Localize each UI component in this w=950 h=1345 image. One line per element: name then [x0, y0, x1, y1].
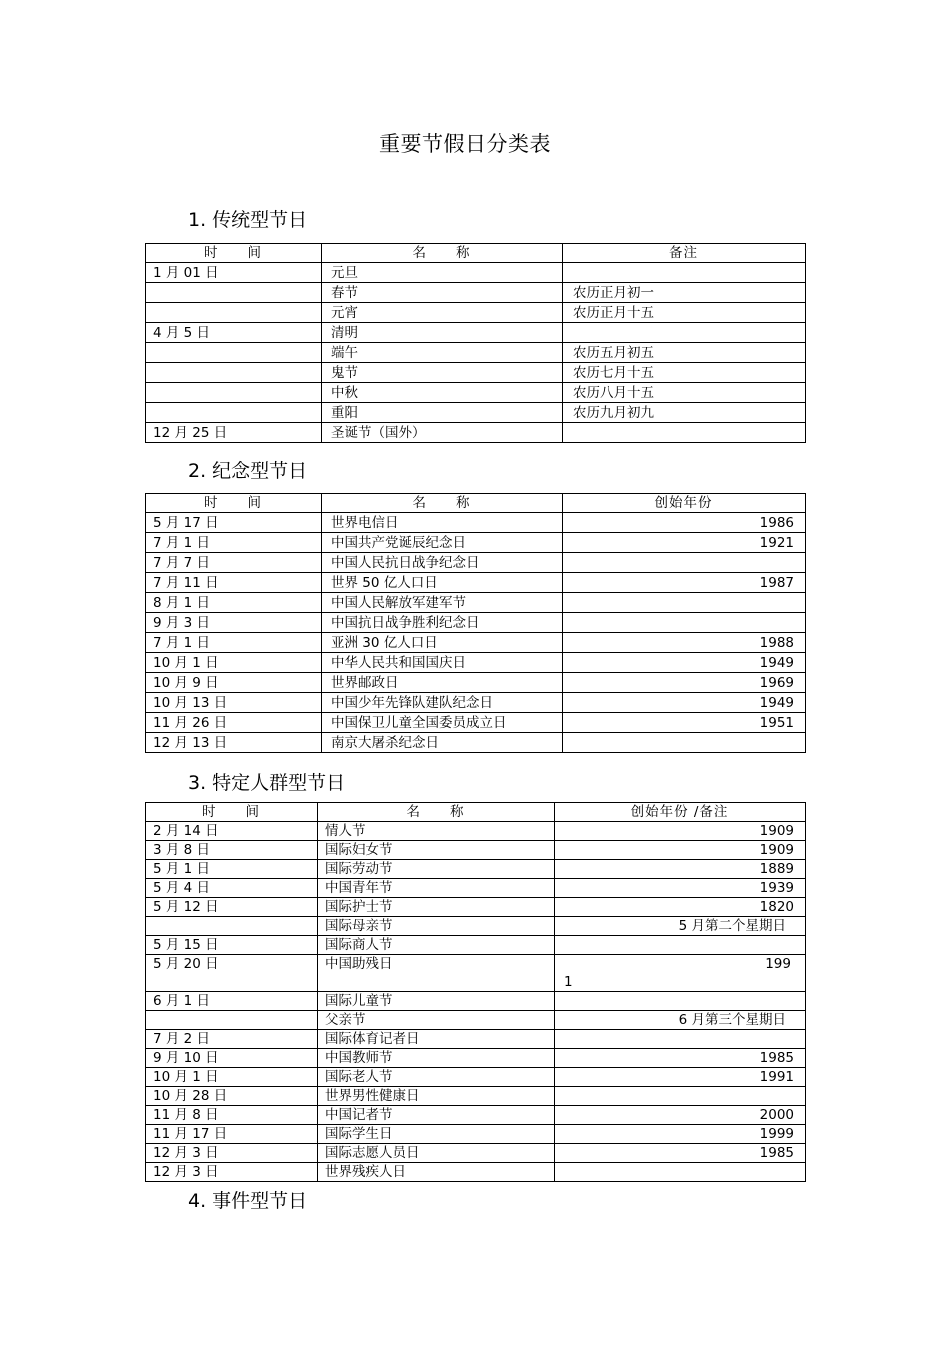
table-row	[146, 1049, 806, 1068]
date-cell: 5 月 12 日	[146, 898, 318, 917]
table-row	[146, 633, 806, 653]
date-cell: 11 月 17 日	[146, 1125, 318, 1144]
table-row	[146, 1144, 806, 1163]
traditional-holidays-table	[145, 243, 806, 443]
specific-groups-holidays-table	[145, 802, 806, 1182]
date-cell: 7 月 11 日	[146, 573, 322, 593]
date-cell	[146, 363, 322, 383]
date-cell: 10 月 1 日	[146, 1068, 318, 1087]
date-cell: 12 月 25 日	[146, 423, 322, 443]
date-cell: 5 月 4 日	[146, 879, 318, 898]
section-number: 2.	[188, 460, 207, 482]
commemorative-holidays-table	[145, 493, 806, 753]
note-cell	[555, 992, 806, 1011]
date-cell: 1 月 01 日	[146, 263, 322, 283]
date-cell: 2 月 14 日	[146, 822, 318, 841]
date-cell: 4 月 5 日	[146, 323, 322, 343]
holiday-name-cell: 中国少年先锋队建队纪念日	[322, 693, 563, 713]
section-heading-specific-groups	[188, 768, 345, 795]
holiday-name-cell: 国际妇女节	[318, 841, 555, 860]
note-cell: 1969	[563, 673, 806, 693]
note-cell	[563, 553, 806, 573]
date-cell: 7 月 1 日	[146, 633, 322, 653]
page-title: 重要节假日分类表	[379, 132, 551, 156]
date-cell: 3 月 8 日	[146, 841, 318, 860]
date-cell	[146, 403, 322, 423]
date-cell: 8 月 1 日	[146, 593, 322, 613]
holiday-name-cell: 中国青年节	[318, 879, 555, 898]
section-heading-events	[188, 1186, 307, 1213]
note-cell: 1986	[563, 513, 806, 533]
header-founded-year-note: 创始年份 /备注	[555, 803, 806, 822]
note-cell: 1951	[563, 713, 806, 733]
holiday-name-cell: 国际志愿人员日	[318, 1144, 555, 1163]
table-row	[146, 283, 806, 303]
table-row	[146, 303, 806, 323]
date-cell: 7 月 2 日	[146, 1030, 318, 1049]
section-title: 特定人群型节日	[212, 772, 346, 794]
table-row	[146, 673, 806, 693]
note-cell	[555, 1163, 806, 1182]
table-row	[146, 423, 806, 443]
table-row	[146, 733, 806, 753]
note-cell: 1949	[563, 653, 806, 673]
note-cell: 1988	[563, 633, 806, 653]
holiday-name-cell: 中华人民共和国国庆日	[322, 653, 563, 673]
table-row	[146, 1163, 806, 1182]
table-row	[146, 936, 806, 955]
note-cell: 1991	[555, 1068, 806, 1087]
date-cell: 9 月 10 日	[146, 1049, 318, 1068]
holiday-name-cell: 中国人民解放军建军节	[322, 593, 563, 613]
note-cell: 农历八月十五	[563, 383, 806, 403]
note-cell: 1921	[563, 533, 806, 553]
holiday-name-cell: 重阳	[322, 403, 563, 423]
note-cell: 1999	[555, 1125, 806, 1144]
section-number: 4.	[188, 1190, 207, 1212]
table-row	[146, 593, 806, 613]
table-row	[146, 1106, 806, 1125]
section-number: 3.	[188, 772, 207, 794]
note-cell: 1985	[555, 1049, 806, 1068]
table-row	[146, 898, 806, 917]
section-title: 纪念型节日	[212, 460, 308, 482]
header-name: 名 称	[322, 494, 563, 513]
table-row	[146, 713, 806, 733]
table-row	[146, 1068, 806, 1087]
header-date: 时 间	[146, 494, 322, 513]
note-cell	[555, 955, 806, 992]
holiday-name-cell: 世界电信日	[322, 513, 563, 533]
table-row	[146, 879, 806, 898]
table-header-row	[146, 244, 806, 263]
table-header-row	[146, 803, 806, 822]
table-row	[146, 533, 806, 553]
note-cell: 5 月第二个星期日	[555, 917, 806, 936]
holiday-name-cell: 国际母亲节	[318, 917, 555, 936]
holiday-name-cell: 清明	[322, 323, 563, 343]
holiday-name-cell: 国际劳动节	[318, 860, 555, 879]
section-heading-traditional	[188, 205, 307, 232]
holiday-name-cell: 春节	[322, 283, 563, 303]
section-heading-commemorative	[188, 456, 307, 483]
note-cell	[555, 936, 806, 955]
holiday-name-cell: 父亲节	[318, 1011, 555, 1030]
holiday-name-cell: 国际学生日	[318, 1125, 555, 1144]
section-title: 事件型节日	[212, 1190, 308, 1212]
note-cell: 农历五月初五	[563, 343, 806, 363]
note-cell: 1949	[563, 693, 806, 713]
table-row	[146, 822, 806, 841]
note-cell	[563, 733, 806, 753]
date-cell: 10 月 13 日	[146, 693, 322, 713]
date-cell	[146, 283, 322, 303]
date-cell: 10 月 28 日	[146, 1087, 318, 1106]
header-founded-year: 创始年份	[563, 494, 806, 513]
date-cell	[146, 303, 322, 323]
note-cell: 6 月第三个星期日	[555, 1011, 806, 1030]
note-cell: 农历正月十五	[563, 303, 806, 323]
table-row	[146, 323, 806, 343]
note-cell	[563, 423, 806, 443]
date-cell	[146, 343, 322, 363]
date-cell: 5 月 17 日	[146, 513, 322, 533]
table-row	[146, 841, 806, 860]
holiday-name-cell: 亚洲 30 亿人口日	[322, 633, 563, 653]
note-cell: 农历正月初一	[563, 283, 806, 303]
date-cell: 11 月 8 日	[146, 1106, 318, 1125]
date-cell: 12 月 3 日	[146, 1144, 318, 1163]
date-cell: 9 月 3 日	[146, 613, 322, 633]
holiday-name-cell: 中秋	[322, 383, 563, 403]
section-title: 传统型节日	[212, 209, 308, 231]
table-row	[146, 1030, 806, 1049]
note-cell	[563, 613, 806, 633]
header-note: 备注	[563, 244, 806, 263]
note-cell	[563, 323, 806, 343]
holiday-name-cell: 国际体育记者日	[318, 1030, 555, 1049]
table-row	[146, 1125, 806, 1144]
date-cell: 10 月 9 日	[146, 673, 322, 693]
date-cell: 10 月 1 日	[146, 653, 322, 673]
table-row	[146, 343, 806, 363]
holiday-name-cell: 世界男性健康日	[318, 1087, 555, 1106]
holiday-name-cell: 中国助残日	[318, 955, 555, 992]
date-cell: 11 月 26 日	[146, 713, 322, 733]
note-cell: 农历七月十五	[563, 363, 806, 383]
date-cell: 5 月 15 日	[146, 936, 318, 955]
table-row	[146, 1011, 806, 1030]
holiday-name-cell: 圣诞节（国外）	[322, 423, 563, 443]
table-row	[146, 403, 806, 423]
holiday-name-cell: 元宵	[322, 303, 563, 323]
table-row	[146, 1087, 806, 1106]
holiday-name-cell: 中国人民抗日战争纪念日	[322, 553, 563, 573]
header-name: 名 称	[322, 244, 563, 263]
date-cell: 7 月 1 日	[146, 533, 322, 553]
date-cell: 6 月 1 日	[146, 992, 318, 1011]
holiday-name-cell: 鬼节	[322, 363, 563, 383]
header-name: 名 称	[318, 803, 555, 822]
holiday-name-cell: 中国教师节	[318, 1049, 555, 1068]
note-text: 199	[765, 956, 791, 972]
table-row	[146, 917, 806, 936]
note-cell	[555, 1087, 806, 1106]
holiday-name-cell: 国际商人节	[318, 936, 555, 955]
table-row	[146, 263, 806, 283]
holiday-name-cell: 中国共产党诞辰纪念日	[322, 533, 563, 553]
table-row	[146, 513, 806, 533]
holiday-name-cell: 南京大屠杀纪念日	[322, 733, 563, 753]
note-cell: 1909	[555, 841, 806, 860]
holiday-name-cell: 中国保卫儿童全国委员成立日	[322, 713, 563, 733]
section-number: 1.	[188, 209, 207, 231]
holiday-name-cell: 情人节	[318, 822, 555, 841]
note-cell: 1889	[555, 860, 806, 879]
note-cell	[563, 263, 806, 283]
table-row	[146, 553, 806, 573]
date-cell: 7 月 7 日	[146, 553, 322, 573]
header-date: 时 间	[146, 244, 322, 263]
note-cell: 1909	[555, 822, 806, 841]
date-cell: 12 月 3 日	[146, 1163, 318, 1182]
holiday-name-cell: 元旦	[322, 263, 563, 283]
holiday-name-cell: 中国抗日战争胜利纪念日	[322, 613, 563, 633]
note-cell	[563, 593, 806, 613]
date-cell	[146, 917, 318, 936]
note-cell: 1987	[563, 573, 806, 593]
holiday-name-cell: 端午	[322, 343, 563, 363]
note-cell	[555, 1030, 806, 1049]
table-row	[146, 573, 806, 593]
date-cell	[146, 1011, 318, 1030]
holiday-name-cell: 世界残疾人日	[318, 1163, 555, 1182]
date-cell: 5 月 1 日	[146, 860, 318, 879]
holiday-name-cell: 中国记者节	[318, 1106, 555, 1125]
date-cell: 12 月 13 日	[146, 733, 322, 753]
holiday-name-cell: 国际护士节	[318, 898, 555, 917]
date-cell	[146, 383, 322, 403]
table-row	[146, 383, 806, 403]
table-row	[146, 613, 806, 633]
holiday-name-cell: 世界 50 亿人口日	[322, 573, 563, 593]
holiday-name-cell: 世界邮政日	[322, 673, 563, 693]
note-cell: 1985	[555, 1144, 806, 1163]
note-cell: 农历九月初九	[563, 403, 806, 423]
table-header-row	[146, 494, 806, 513]
holiday-name-cell: 国际老人节	[318, 1068, 555, 1087]
table-row	[146, 363, 806, 383]
note-cell: 1820	[555, 898, 806, 917]
note-text-wrap: 1	[564, 974, 573, 990]
header-date: 时 间	[146, 803, 318, 822]
table-row	[146, 860, 806, 879]
table-row	[146, 955, 806, 992]
table-row	[146, 653, 806, 673]
note-cell: 1939	[555, 879, 806, 898]
table-row	[146, 992, 806, 1011]
note-cell: 2000	[555, 1106, 806, 1125]
date-cell: 5 月 20 日	[146, 955, 318, 992]
table-row	[146, 693, 806, 713]
holiday-name-cell: 国际儿童节	[318, 992, 555, 1011]
